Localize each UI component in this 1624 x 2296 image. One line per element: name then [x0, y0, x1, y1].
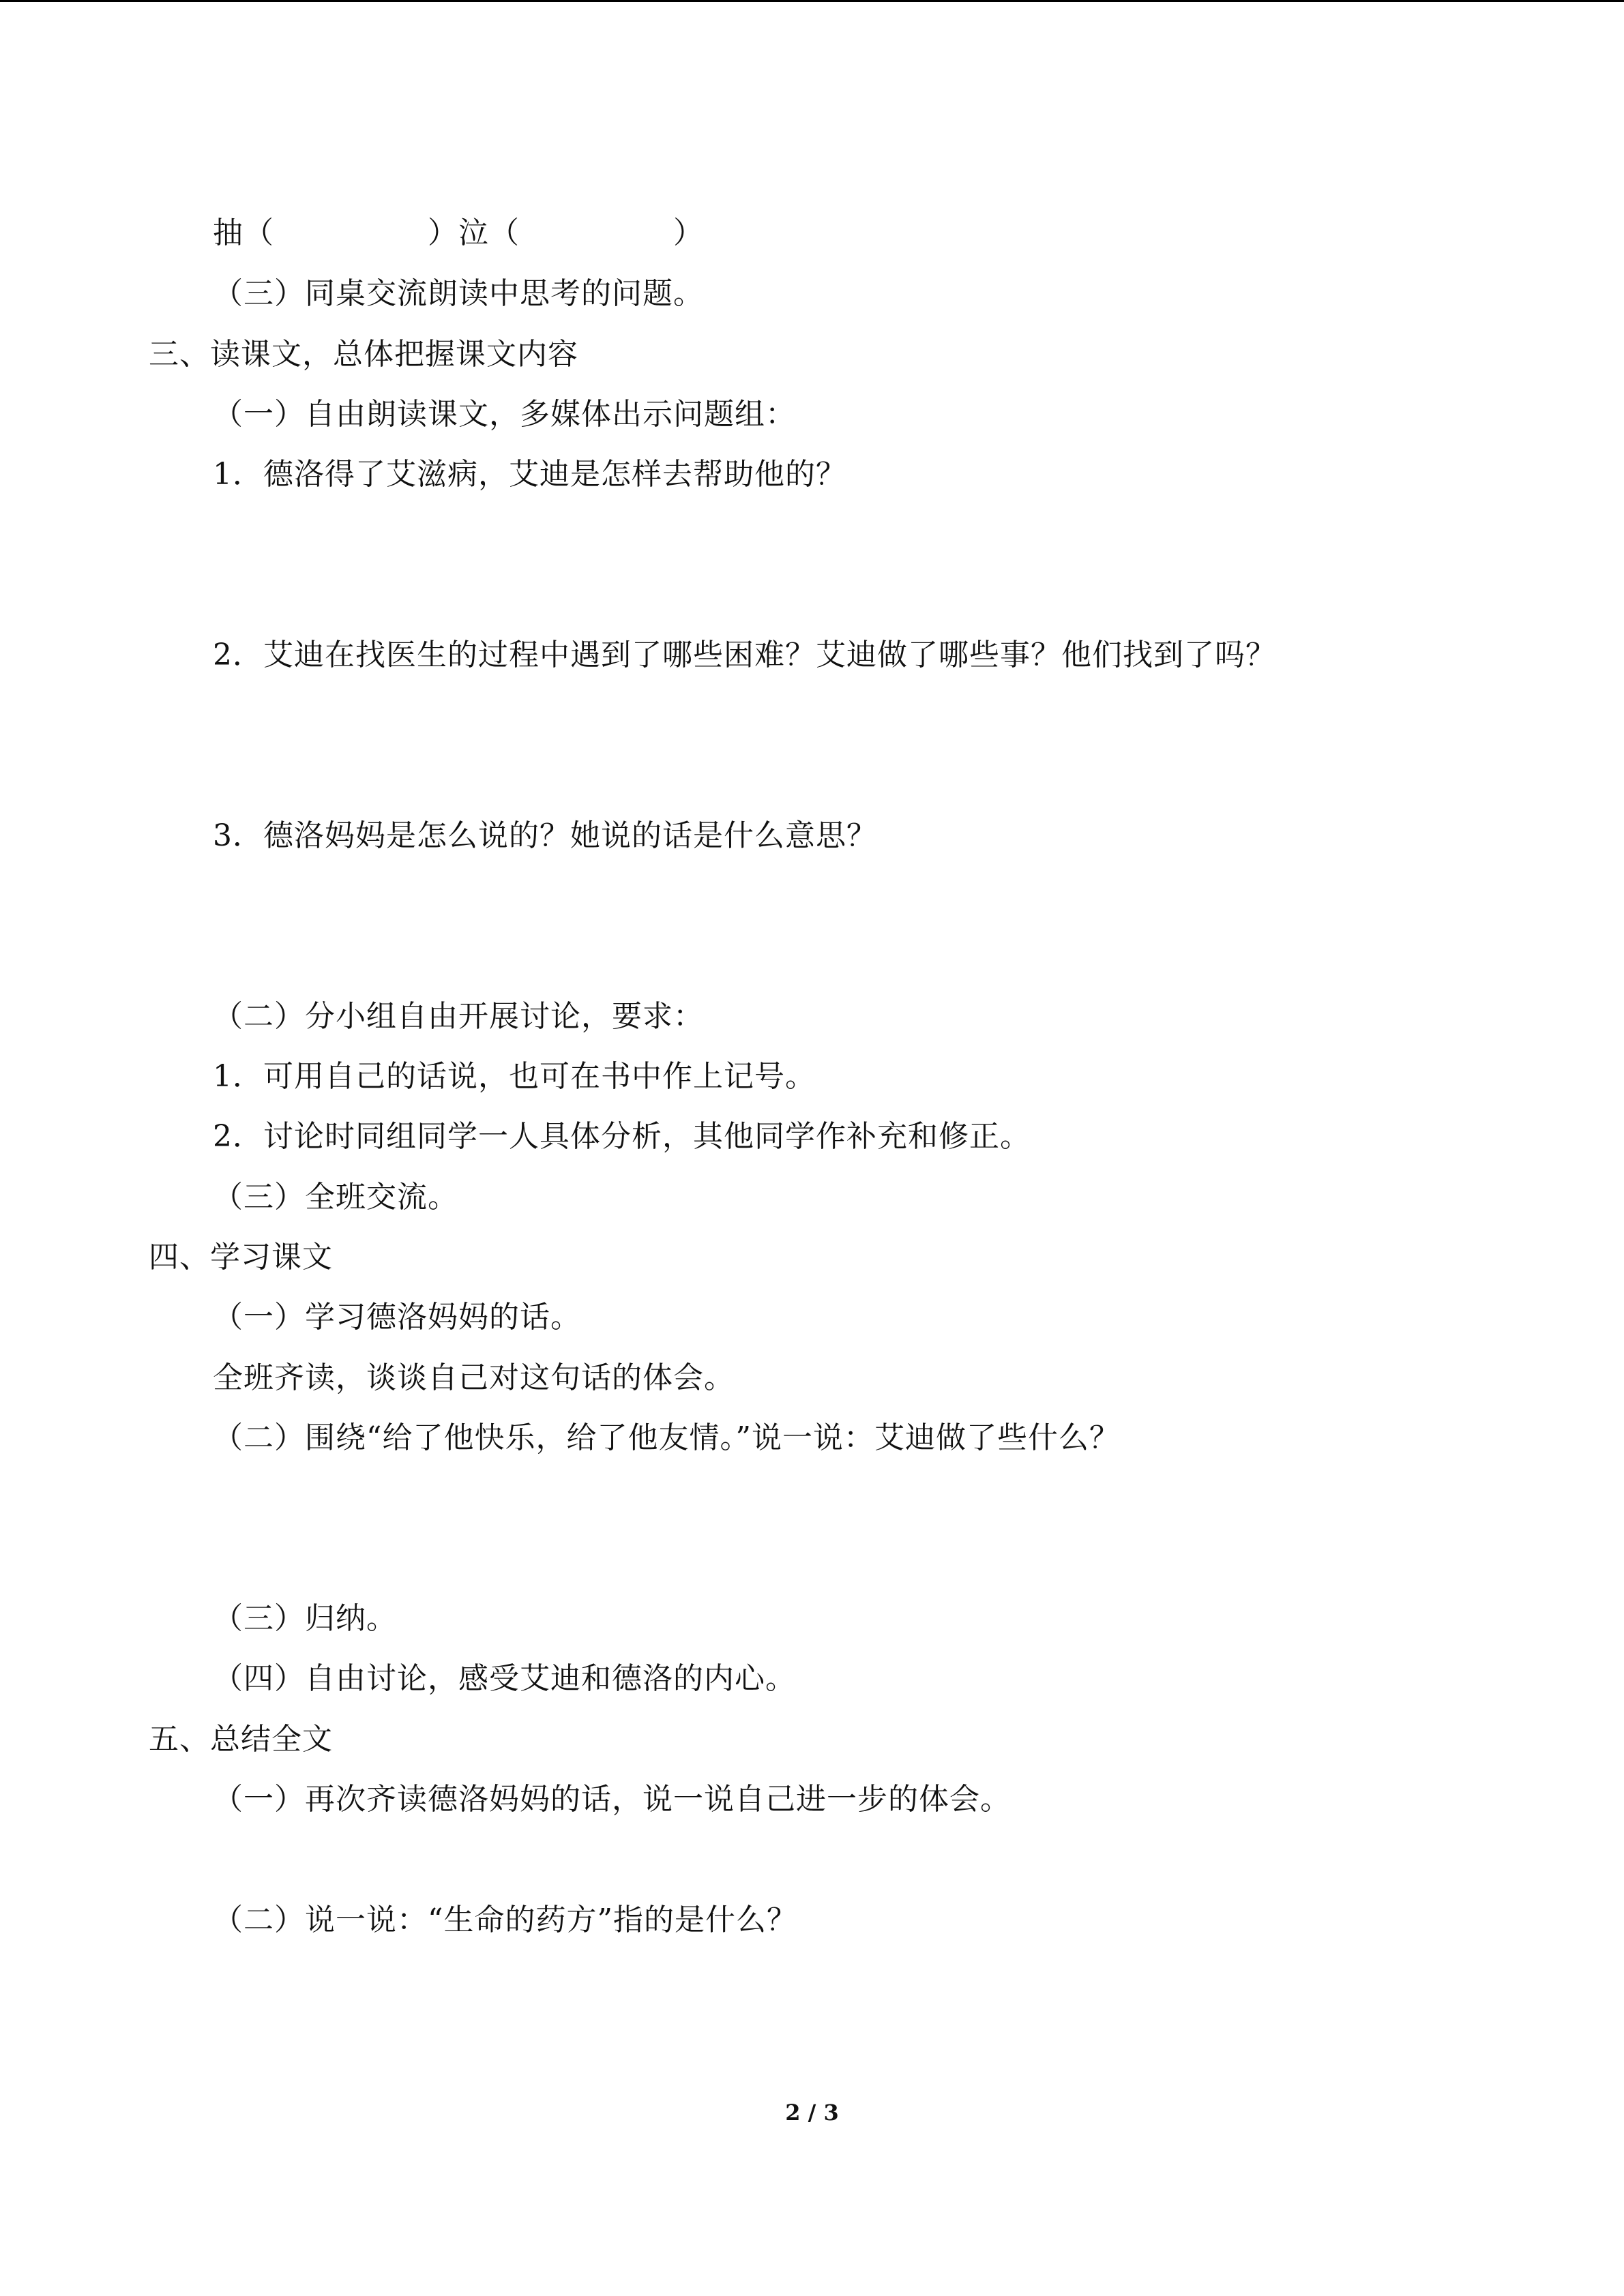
- page-number: 2 / 3: [785, 2100, 839, 2126]
- subsection-heading: （一）再次齐读德洛妈妈的话，说一说自己进一步的体会。: [213, 1782, 1011, 1817]
- question-item: 1．德洛得了艾滋病，艾迪是怎样去帮助他的？: [213, 457, 846, 492]
- subsection-heading: （三）全班交流。: [213, 1180, 458, 1214]
- subsection-heading: （二）分小组自由开展讨论，要求：: [213, 999, 704, 1034]
- subsection-heading: （二）说一说：“生命的药方”指的是什么？: [213, 1903, 797, 1937]
- fill-blank-line: 抽（ ）泣（ ）: [213, 215, 704, 250]
- paragraph: 全班齐读，谈谈自己对这句话的体会。: [213, 1360, 735, 1395]
- question-item: 2．艾迪在找医生的过程中遇到了哪些困难？艾迪做了哪些事？他们找到了吗？: [213, 638, 1276, 672]
- list-item: 1．可用自己的话说，也可在书中作上记号。: [213, 1059, 816, 1094]
- top-border: [0, 0, 1624, 2]
- subsection-heading: （三）同桌交流朗读中思考的问题。: [213, 276, 704, 311]
- list-item: 2．讨论时同组同学一人具体分析，其他同学作补充和修正。: [213, 1119, 1031, 1154]
- subsection-heading: （一）自由朗读课文，多媒体出示问题组：: [213, 397, 796, 432]
- section-heading: 三、读课文，总体把握课文内容: [149, 337, 578, 372]
- subsection-heading: （四）自由讨论，感受艾迪和德洛的内心。: [213, 1661, 796, 1696]
- section-heading: 五、总结全文: [149, 1722, 333, 1757]
- subsection-heading: （一）学习德洛妈妈的话。: [213, 1300, 581, 1335]
- section-heading: 四、学习课文: [149, 1240, 333, 1274]
- question-item: 3．德洛妈妈是怎么说的？她说的话是什么意思？: [213, 818, 877, 853]
- subsection-heading: （三）归纳。: [213, 1601, 397, 1636]
- subsection-heading: （二）围绕“给了他快乐，给了他友情。”说一说：艾迪做了些什么？: [213, 1420, 1120, 1455]
